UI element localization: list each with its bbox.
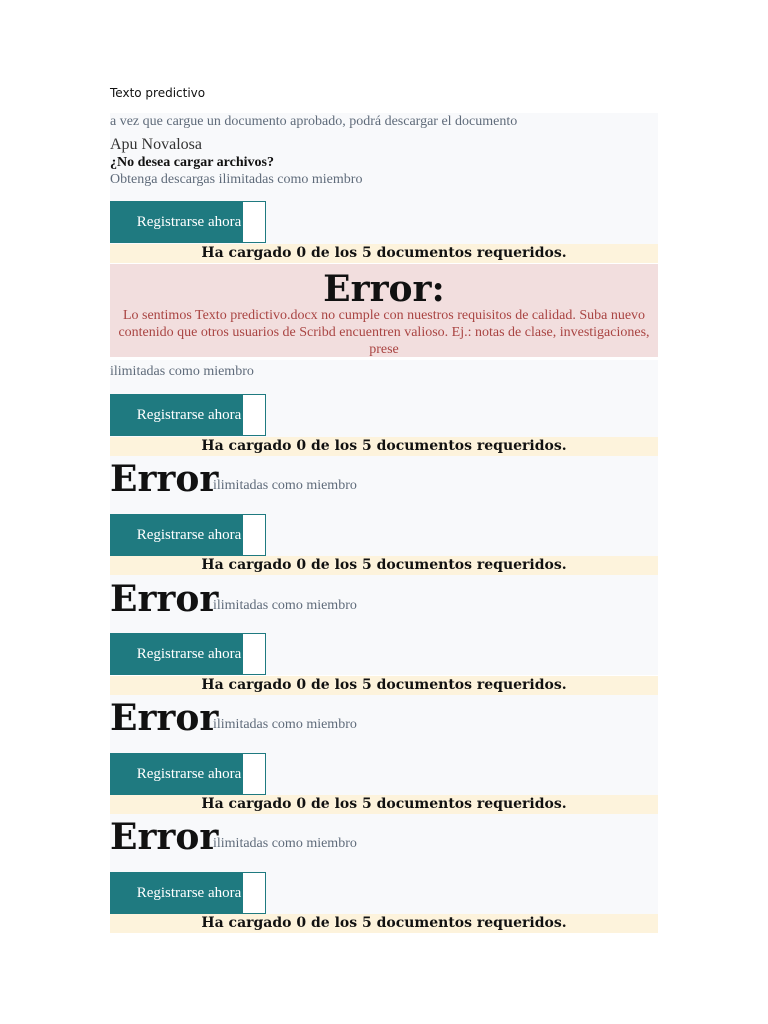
register-button-label: Registrarse ahora (136, 214, 242, 230)
register-button-4[interactable] (110, 633, 266, 675)
register-button-5[interactable] (110, 753, 266, 795)
error-heading-3: Error (110, 458, 219, 500)
register-button-label: Registrarse ahora (136, 766, 242, 782)
no-upload-question: ¿No desea cargar archivos? (110, 155, 274, 170)
unlimited-downloads-text-2: ilimitadas como miembro (110, 364, 254, 379)
upload-status-1: Ha cargado 0 de los 5 documentos requeridos. (110, 244, 658, 263)
register-button-2[interactable] (110, 394, 266, 436)
document-title: Texto predictivo (110, 86, 206, 100)
upload-status-2: Ha cargado 0 de los 5 documentos requeridos. (110, 437, 658, 456)
register-button-3[interactable] (110, 514, 266, 556)
register-button-label: Registrarse ahora (136, 885, 242, 901)
error-message: Lo sentimos Texto predictivo.docx no cumple con nuestros requisitos de calidad. Suba nuevo contenido que otros usuarios de Scribd encuentren valioso. Ej.: notas de clase, investigaciones, prese (118, 308, 650, 357)
register-button-label: Registrarse ahora (136, 407, 242, 423)
author-name: Apu Novalosa (110, 136, 202, 153)
error-heading-4: Error (110, 578, 219, 620)
error-heading-5: Error (110, 697, 219, 739)
upload-status-4: Ha cargado 0 de los 5 documentos requeridos. (110, 676, 658, 695)
error-heading-6: Error (110, 816, 219, 858)
upload-status-3: Ha cargado 0 de los 5 documentos requeridos. (110, 556, 658, 575)
upload-notice: a vez que cargue un documento aprobado, podrá descargar el documento (110, 114, 518, 129)
unlimited-downloads-text-5: ilimitadas como miembro (213, 717, 357, 732)
error-title: Error: (323, 268, 445, 310)
register-button-label: Registrarse ahora (136, 646, 242, 662)
unlimited-downloads-text: Obtenga descargas ilimitadas como miembro (110, 172, 363, 187)
upload-status-6: Ha cargado 0 de los 5 documentos requeridos. (110, 914, 658, 933)
register-button-label: Registrarse ahora (136, 527, 242, 543)
upload-status-5: Ha cargado 0 de los 5 documentos requeridos. (110, 795, 658, 814)
register-button-1[interactable] (110, 201, 266, 243)
error-alert (110, 264, 658, 357)
unlimited-downloads-text-4: ilimitadas como miembro (213, 598, 357, 613)
unlimited-downloads-text-6: ilimitadas como miembro (213, 836, 357, 851)
unlimited-downloads-text-3: ilimitadas como miembro (213, 478, 357, 493)
register-button-6[interactable] (110, 872, 266, 914)
